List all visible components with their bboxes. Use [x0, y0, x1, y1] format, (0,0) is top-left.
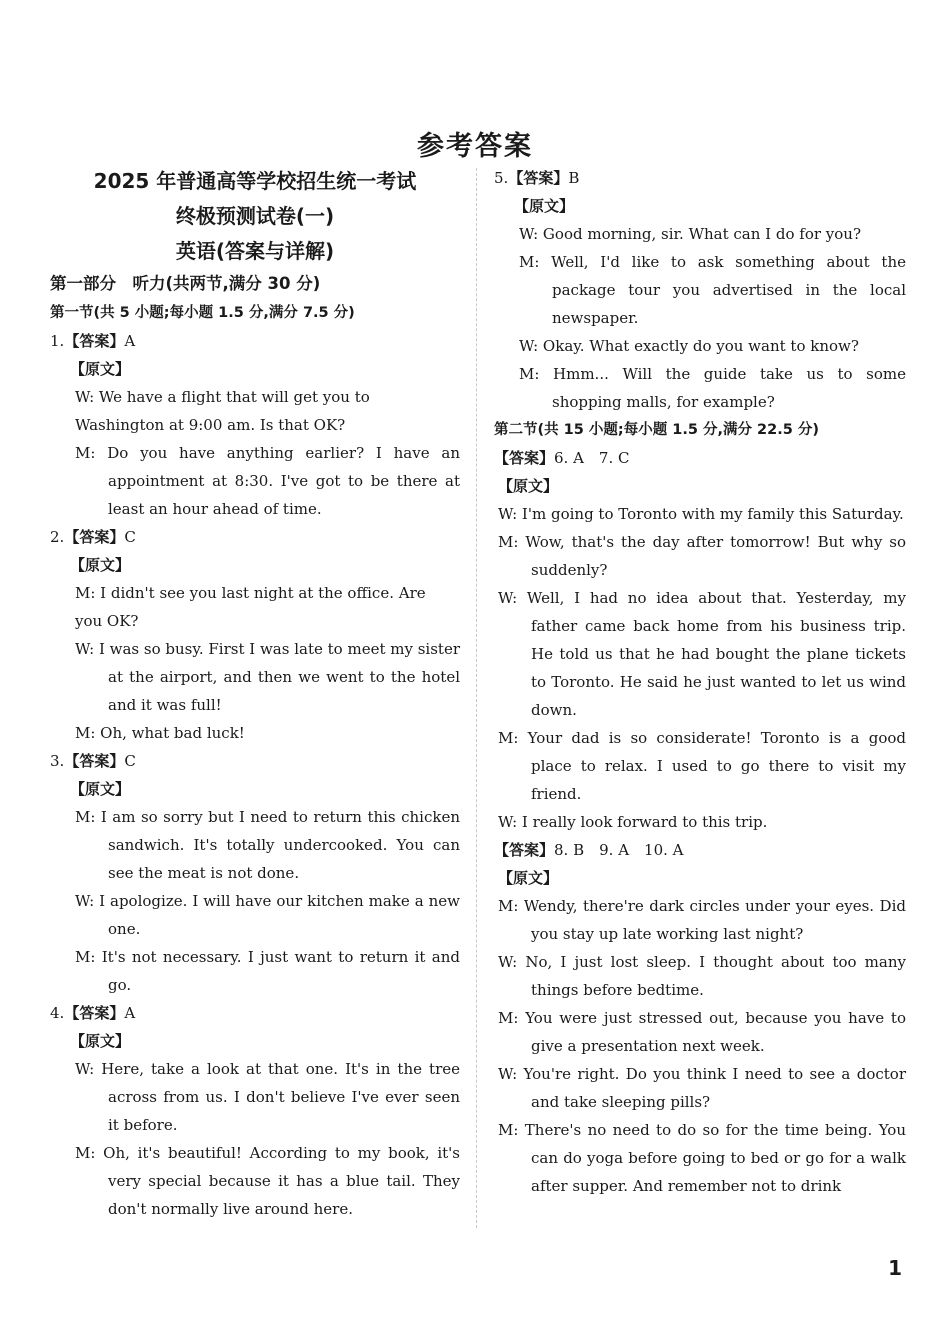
dialogue-line: M: Oh, what bad luck! [75, 724, 245, 742]
section1-heading: 第一节(共 5 小题;每小题 1.5 分,满分 7.5 分) [50, 305, 355, 321]
page-number: 1 [888, 1256, 902, 1280]
transcript-label: 【原文】 [498, 869, 559, 887]
transcript-label: 【原文】 [70, 1032, 131, 1050]
dialogue-line: W: I was so busy. First I was late to meet my sister at the airport, and then we went to the hotel and it was full! [75, 640, 460, 714]
answer-value: 8. B 9. A 10. A [554, 841, 684, 859]
q8-10-answer [494, 836, 906, 864]
dialogue-line: M: I am so sorry but I need to return this chicken sandwich. It's totally undercooked. You can see the meat is not done. [75, 808, 460, 882]
q3-answer [50, 747, 460, 775]
section2-heading: 第二节(共 15 小题;每小题 1.5 分,满分 22.5 分) [494, 422, 819, 438]
answer-number: 2. [50, 528, 65, 546]
answer-number: 4. [50, 1004, 65, 1022]
dialogue-line: you OK? [75, 612, 139, 630]
dialogue-line: W: I apologize. I will have our kitchen make a new one. [75, 892, 460, 938]
dialogue-line: M: Well, I'd like to ask something about the package tour you advertised in the local newspaper. [519, 253, 906, 327]
dialogue-line: M: There's no need to do so for the time being. You can do yoga before going to bed or go for a walk after supper. And remember not to drink [498, 1121, 906, 1195]
dialogue-line: W: Here, take a look at that one. It's in the tree across from us. I don't believe I've ever seen it before. [75, 1060, 460, 1134]
answer-value: 6. A 7. C [554, 449, 630, 467]
q4-answer [50, 999, 460, 1027]
dialogue-line: W: We have a flight that will get you to [75, 388, 370, 406]
dialogue-line: M: I didn't see you last night at the office. Are [75, 584, 426, 602]
answer-number: 1. [50, 332, 65, 350]
part1-heading: 第一部分 听力(共两节,满分 30 分) [50, 274, 321, 293]
answer-value: A [124, 1004, 136, 1022]
transcript-label: 【原文】 [70, 556, 131, 574]
answer-label: 【答案】 [64, 332, 125, 350]
answer-value: C [124, 528, 136, 546]
dialogue-line: W: No, I just lost sleep. I thought about too many things before bedtime. [498, 953, 906, 999]
dialogue-line: M: Oh, it's beautiful! According to my book, it's very special because it has a blue tail. They don't normally live around here. [75, 1144, 460, 1218]
dialogue-line: M: You were just stressed out, because you have to give a presentation next week. [498, 1009, 906, 1055]
dialogue-line: M: Wendy, there're dark circles under your eyes. Did you stay up late working last night? [498, 897, 906, 943]
page-title: 参考答案 [417, 131, 533, 162]
dialogue-line: W: Good morning, sir. What can I do for you? [519, 225, 861, 243]
dialogue-line: M: Do you have anything earlier? I have an appointment at 8:30. I've got to be there at least an hour ahead of time. [75, 444, 460, 518]
exam-subtitle: 终极预测试卷(一) [175, 204, 335, 228]
q2-answer [50, 523, 460, 551]
dialogue-line: W: Okay. What exactly do you want to know? [519, 337, 859, 355]
dialogue-line: W: I really look forward to this trip. [498, 813, 768, 831]
dialogue-line: M: Hmm... Will the guide take us to some shopping malls, for example? [519, 365, 906, 411]
answer-value: C [124, 752, 136, 770]
answer-label: 【答案】 [494, 449, 555, 467]
answer-label: 【答案】 [494, 841, 555, 859]
column-divider [476, 168, 477, 1228]
dialogue-line: M: Your dad is so considerate! Toronto is a good place to relax. I used to go there to visit my friend. [498, 729, 906, 803]
q5-answer [494, 164, 906, 192]
answer-value: A [124, 332, 136, 350]
dialogue-line: W: I'm going to Toronto with my family this Saturday. [498, 505, 904, 523]
transcript-label: 【原文】 [514, 197, 575, 215]
exam-title: 2025 年普通高等学校招生统一考试 [93, 169, 417, 193]
dialogue-line: W: You're right. Do you think I need to see a doctor and take sleeping pills? [498, 1065, 906, 1111]
answer-label: 【答案】 [64, 752, 125, 770]
answer-label: 【答案】 [64, 528, 125, 546]
dialogue-line: Washington at 9:00 am. Is that OK? [75, 416, 346, 434]
left-column [50, 164, 460, 1223]
transcript-label: 【原文】 [498, 477, 559, 495]
answer-number: 3. [50, 752, 65, 770]
subject-title: 英语(答案与详解) [175, 239, 335, 263]
transcript-label: 【原文】 [70, 780, 131, 798]
dialogue-line: W: Well, I had no idea about that. Yesterday, my father came back home from his business trip. He told us that he had bought the plane tickets to Toronto. He said he just wanted to let us wind down. [498, 589, 906, 719]
dialogue-line: M: Wow, that's the day after tomorrow! But why so suddenly? [498, 533, 906, 579]
dialogue-line: M: It's not necessary. I just want to return it and go. [75, 948, 460, 994]
answer-label: 【答案】 [64, 1004, 125, 1022]
q6-7-answer [494, 444, 906, 472]
transcript-label: 【原文】 [70, 360, 131, 378]
answer-value: B [568, 169, 580, 187]
q1-answer [50, 327, 460, 355]
answer-number: 5. [494, 169, 509, 187]
right-column [494, 164, 906, 1200]
answer-label: 【答案】 [508, 169, 569, 187]
